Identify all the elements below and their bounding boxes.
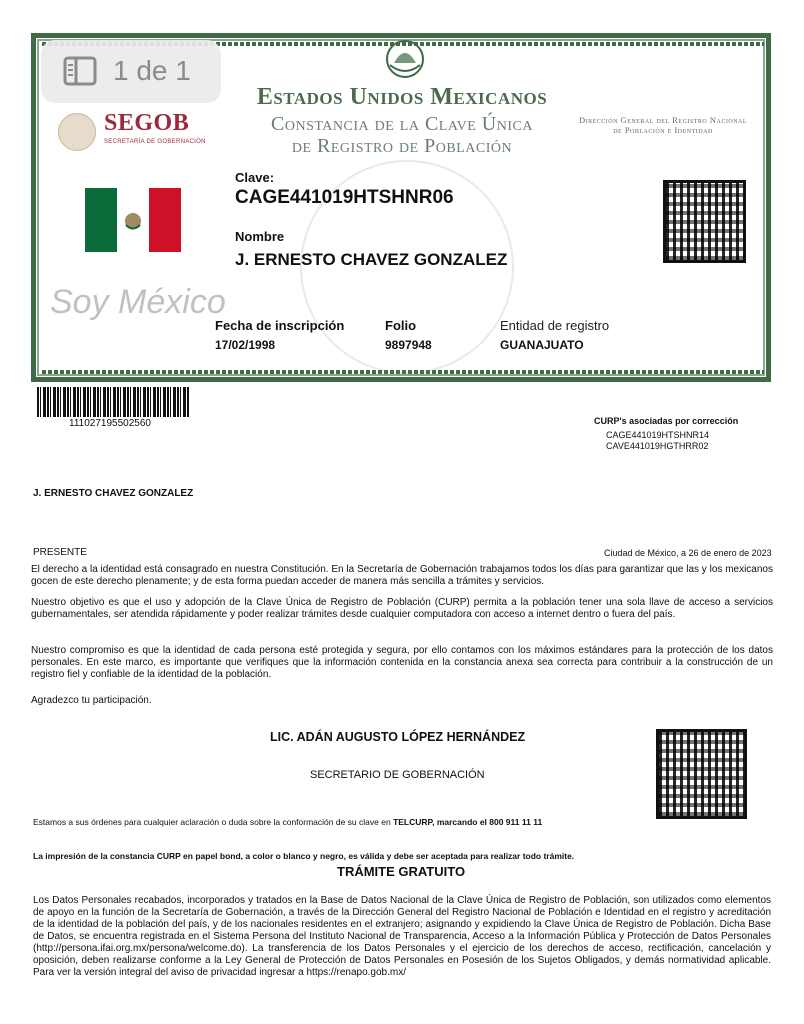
letter-presente: PRESENTE [33, 547, 87, 558]
segob-logo: SEGOB [104, 110, 190, 136]
letter-addressee: J. ERNESTO CHAVEZ GONZALEZ [33, 488, 194, 499]
certificate-qr-code [663, 180, 746, 263]
letter-paragraph-1: El derecho a la identidad está consagrado en nuestra Constitución. En la Secretaría de Gobernación trabajamos todos los días para garantizar que las y los mexicanos gocen de este derecho plenamente; y de esta forma puedan acceder de manera más sencilla a trámites y servicios. [31, 564, 773, 587]
curp-asociada-item: CAVE441019HGTHRR02 [606, 441, 709, 451]
curp-asociadas-title: CURP's asociadas por corrección [594, 416, 739, 426]
signatory-name: LIC. ADÁN AUGUSTO LÓPEZ HERNÁNDEZ [270, 730, 526, 744]
header-constancia: Constancia de la Clave Única [271, 113, 533, 135]
signatory-title: SECRETARIO DE GOBERNACIÓN [310, 769, 485, 781]
header-registro: de Registro de Población [291, 135, 513, 157]
contact-note [33, 817, 542, 827]
contact-note-text: Estamos a sus órdenes para cualquier aclaración o duda sobre la conformación de su clave en [33, 817, 391, 827]
clave-label: Clave: [235, 170, 275, 185]
barcode-number: 111027195502560 [69, 418, 151, 429]
soy-mexico-text: Soy México [50, 283, 226, 321]
barcode [37, 387, 189, 417]
book-pages-icon [63, 56, 97, 86]
entidad-registro-value: GUANAJUATO [500, 338, 584, 352]
curp-asociada-item: CAGE441019HTSHNR14 [606, 430, 710, 440]
letter-thanks: Agradezco tu participación. [31, 695, 152, 706]
entidad-registro-label: Entidad de registro [500, 318, 610, 333]
clave-value: CAGE441019HTSHNR06 [235, 187, 454, 208]
letter-place-date: Ciudad de México, a 26 de enero de 2023 [604, 548, 772, 558]
mexico-flag-icon [85, 188, 181, 252]
folio-label: Folio [385, 318, 417, 333]
privacy-notice: Los Datos Personales recabados, incorporados y tratados en la Base de Datos Nacional de la Clave Única de Registro de Población, son utilizados como elementos de apoyo en la función de la Secretaría de Gobernación, a través de la Dirección General del Registro Nacional de Población e Identidad en el registro y acreditación de la identidad de la población del país, y de los nacionales residentes en el extranjero; asignando y expidiendo la Clave Única de Registro de Población. Dicha Base de Datos, se encuentra registrada en el Sistema Persona del Instituto Nacional de Transparencia, Acceso a la Información Pública y Protección de Datos Personales (http://persona.ifai.org.mx/persona/welcome.do). La transferencia de los Datos Personales y el ejercicio de los derechos de acceso, rectificación, cancelación y oposición, deben realizarse conforme a la Ley General de Protección de Datos Personales en Posesión de los Sujetos Obligados, y demás normatividad aplicable. Para ver la versión integral del aviso de privacidad ingresar a https://renapo.gob.mx/ [33, 895, 771, 978]
signature-qr-code [656, 729, 747, 819]
segob-seal-icon [58, 113, 96, 151]
folio-value: 9897948 [385, 338, 432, 352]
nombre-value: J. ERNESTO CHAVEZ GONZALEZ [235, 250, 508, 269]
letter-paragraph-3: Nuestro compromiso es que la identidad de cada persona esté protegida y segura, por ello contamos con los máximos estándares para la protección de los datos personales. En este marco, es importante que verifiques que la información contenida en la constancia anexa sea correcta para contribuir a la construcción de un registro fiel y confiable de la identidad de la población. [31, 645, 773, 680]
tramite-gratuito: TRÁMITE GRATUITO [337, 864, 466, 879]
coat-of-arms-emblem [380, 35, 430, 83]
direccion-general: Dirección General del Registro Nacional de Población e Identidad [578, 115, 748, 135]
page-indicator-text: 1 de 1 [113, 55, 191, 86]
header-country: Estados Unidos Mexicanos [256, 84, 548, 110]
letter-paragraph-2: Nuestro objetivo es que el uso y adopción de la Clave Única de Registro de Población (CURP) permita a la población tener una sola llave de acceso a servicios gubernamentales, ser atendida rápidamente y poder realizar trámites desde cualquier computadora con acceso a internet dentro o fuera del país. [31, 597, 773, 620]
segob-subtitle: SECRETARÍA DE GOBERNACIÓN [104, 139, 206, 145]
nombre-label: Nombre [235, 229, 285, 244]
fecha-inscripcion-label: Fecha de inscripción [215, 318, 345, 333]
printing-validity-note: La impresión de la constancia CURP en papel bond, a color o blanco y negro, es válida y debe ser aceptada para realizar todo trámite. [33, 851, 575, 861]
fecha-inscripcion-value: 17/02/1998 [215, 338, 276, 352]
telcurp-number: TELCURP, marcando el 800 911 11 11 [393, 817, 543, 827]
